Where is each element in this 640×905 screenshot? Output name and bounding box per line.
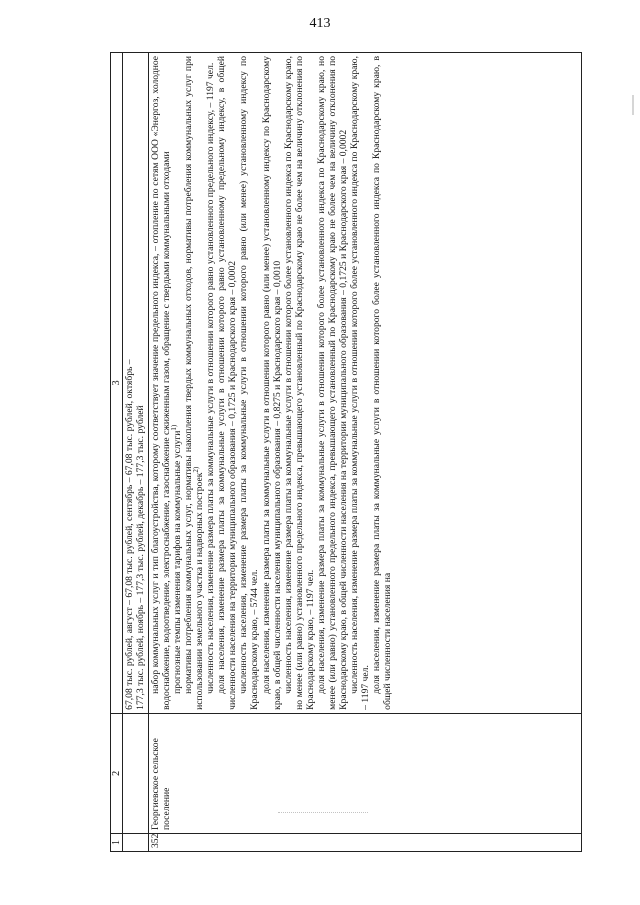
page-number: 413 [309,16,331,31]
row-paragraph [371,56,393,710]
row-paragraph [216,56,238,710]
row-paragraph [316,56,349,710]
table-row [149,53,582,852]
paragraph-text: доля населения, изменение размера платы за коммунальные услуги в отношении которого более установленного индекса по Краснодарскому краю, но менее (или равно) установленного предельного индекса, превышающего установленный по Краснодарскому краю не более чем на величину отклонения по Краснодарскому краю, в общей численности населения на территории муниципального образования – 0,1725 и Краснодарского края – 0,0002 [315,56,349,710]
data-table [110,52,582,852]
table-header-row [111,53,123,852]
paragraph-text: набор коммунальных услуг и тип благоустройства, которому соответствует значение предельного индекса, – отопление по сетям ООО «Энергоз, холодное водоснабжение, водоотведение, электроснабжение, газоснабжение сжиженным газом, обращение с твердыми коммунальными отходами [150,56,173,710]
prev-row-number-cell [123,833,149,851]
header-col-2: 2 [111,713,123,833]
row-paragraph [261,56,283,710]
paragraph-text: доля населения, изменение размера платы за коммунальные услуги в отношении которого более установленного индекса по Краснодарскому краю, в общей численности населения на [370,56,394,710]
paragraph-text: численность населения, изменение размера платы за коммунальные услуги в отношении которого более установленного индекса по Краснодарскому краю, но менее (или равно) установленного предельного индекса, превышающего установленный по Краснодарскому краю не более чем на величину отклонения по Краснодарскому краю, – 1197 чел. [282,56,316,710]
footnote-marker: 2) [192,466,201,473]
prev-row-text-cell [123,53,149,714]
landscape-table-container [110,52,582,852]
prev-row-line-2: 177,3 тыс. рублей, ноябрь – 177,3 тыс. рублей, декабрь – 177,3 тыс. рублей [135,405,147,710]
prev-row-name-cell [123,713,149,833]
row-paragraph [150,56,172,710]
row-paragraph [283,56,316,710]
paragraph-text: численность населения, изменение размера платы за коммунальные услуги в отношении которого более установленного индекса по Краснодарскому краю, – 1197 чел. [348,56,371,710]
footnote-marker: 1) [169,424,178,431]
row-paragraphs [150,56,393,710]
row-text-cell [149,53,582,714]
table-row-continued [123,53,149,852]
prev-row-line-1: 67,08 тыс. рублей, август – 67,08 тыс. рублей, сентябрь – 67,08 тыс. рублей, октябрь – [124,359,136,710]
paragraph-text: численность населения, изменение размера платы за коммунальные услуги в отношении которого равно установленного предельного индексу, – 1197 чел. [205,62,217,694]
row-paragraph [205,56,216,710]
row-paragraph [238,56,260,710]
row-paragraph [349,56,371,710]
paragraph-text: доля населения, изменение размера платы за коммунальные услуги в отношении которого равно установленному предельному индексу, в общей численности населения на территории муниципального образования – 0,1725 и Краснодарского края – 0,0002 [216,56,239,710]
row-number-cell: 352 [149,833,582,851]
row-paragraph [169,56,184,710]
row-name-cell: Георгиевское сельское поселение [149,713,582,833]
header-col-3: 3 [111,53,123,714]
paragraph-text: численность населения, изменение размера платы за коммунальные услуги в отношении которого равно (или менее) установленному индексу по Краснодарскому краю, – 5744 чел. [238,56,261,710]
header-col-1: 1 [111,833,123,851]
row-paragraph [183,56,205,710]
paragraph-text: нормативы потребления коммунальных услуг, нормативы накопления твердых коммунальных отходов, нормативы потребления коммунальных услуг при использовании земельного участка и надворных построек [183,56,206,710]
paragraph-text: доля населения, изменение размера платы за коммунальные услуги в отношении которого равно (или менее) установленному индексу по Краснодарскому краю, в общей численности населения муниципального образования – 0,8275 и Краснодарского края – 0,0010 [260,56,283,710]
paragraph-text: прогнозные темпы изменения тарифов на коммунальные услуги [172,430,184,694]
